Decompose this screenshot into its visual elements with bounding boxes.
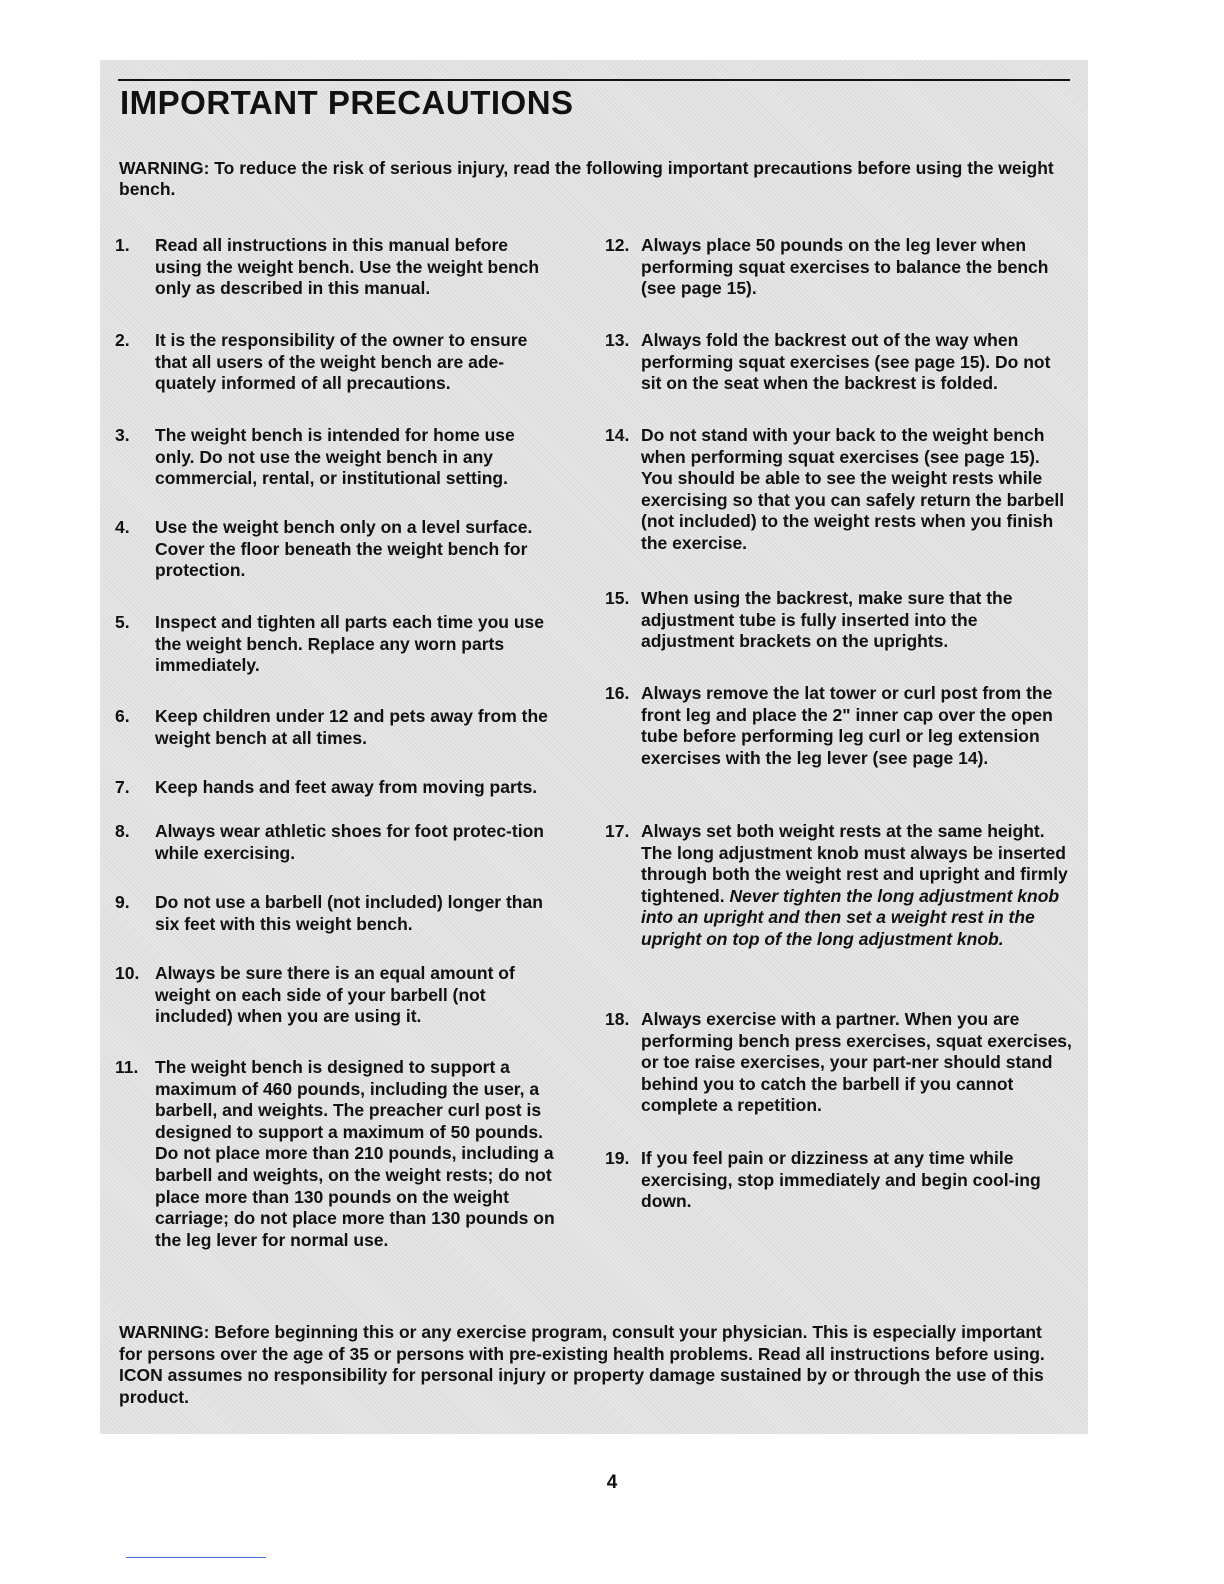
item-text: The weight bench is intended for home use only. Do not use the weight bench in any commercial, rental, or institutional setting. xyxy=(155,425,515,489)
item-text: Always be sure there is an equal amount of weight on each side of your barbell (not included) when you are using it. xyxy=(155,963,515,1027)
precaution-item xyxy=(115,235,555,300)
item-number: 7. xyxy=(115,777,130,797)
precaution-item xyxy=(115,706,555,749)
item-text: Always exercise with a partner. When you are performing bench press exercises, squat exercises, or toe raise exercises, your part-ner should stand behind you to catch the barbell if you cannot complete a repetition. xyxy=(641,1009,1072,1116)
item-text: Do not stand with your back to the weight bench when performing squat exercises (see page 15). You should be able to see the weight rests while exercising so that you can safely return the barbell (not included) to the weight rests when you finish the exercise. xyxy=(641,425,1065,553)
item-number: 8. xyxy=(115,821,130,841)
item-text: Always wear athletic shoes for foot protec-tion while exercising. xyxy=(155,821,544,863)
item-number: 10. xyxy=(115,963,140,983)
precaution-item xyxy=(115,517,555,582)
item-text: Use the weight bench only on a level surface. Cover the floor beneath the weight bench for protection. xyxy=(155,517,533,581)
precaution-item xyxy=(115,1057,555,1251)
precaution-item xyxy=(605,683,1075,769)
item-number: 1. xyxy=(115,235,130,255)
item-number: 3. xyxy=(115,425,130,445)
warning-physician: WARNING: Before beginning this or any exercise program, consult your physician. This is especially important for persons over the age of 35 or persons with pre-existing health problems. Read all instructions before using. ICON assumes no responsibility for personal injury or property damage sustained by or through the use of this product. xyxy=(119,1322,1045,1407)
item-number: 18. xyxy=(605,1009,630,1029)
item-number: 16. xyxy=(605,683,630,703)
item-text-italic: Never tighten the long adjustment knob into an upright and then set a weight rest in the upright on top of the long adjustment knob. xyxy=(641,885,1060,949)
precaution-item xyxy=(115,425,555,490)
item-number: 14. xyxy=(605,425,630,445)
precaution-item xyxy=(115,330,555,395)
precaution-item xyxy=(605,425,1075,555)
item-number: 6. xyxy=(115,706,130,726)
item-text: It is the responsibility of the owner to ensure that all users of the weight bench are ade-quately informed of all precautions. xyxy=(155,330,528,394)
precaution-item xyxy=(115,777,555,799)
item-text: Always remove the lat tower or curl post from the front leg and place the 2" inner cap over the open tube before performing leg curl or leg extension exercises with the leg lever (see page 14). xyxy=(641,683,1053,768)
precaution-item xyxy=(115,892,555,935)
item-number: 12. xyxy=(605,235,630,255)
page-number: 4 xyxy=(606,1472,618,1493)
item-number: 19. xyxy=(605,1148,630,1168)
precaution-item xyxy=(605,330,1075,395)
precaution-item xyxy=(115,821,555,864)
precaution-item xyxy=(605,821,1075,951)
item-text: Keep children under 12 and pets away from the weight bench at all times. xyxy=(155,706,548,748)
item-text: Inspect and tighten all parts each time you use the weight bench. Replace any worn parts immediately. xyxy=(155,612,544,676)
item-text: If you feel pain or dizziness at any time while exercising, stop immediately and begin cool-ing down. xyxy=(641,1148,1041,1212)
item-text: Do not use a barbell (not included) longer than six feet with this weight bench. xyxy=(155,892,543,934)
precaution-item xyxy=(605,588,1075,653)
precaution-item xyxy=(115,963,555,1028)
page-title: IMPORTANT PRECAUTIONS xyxy=(120,84,574,121)
item-text: Keep hands and feet away from moving parts. xyxy=(155,777,538,797)
item-number: 4. xyxy=(115,517,130,537)
item-text xyxy=(641,821,1075,951)
precaution-item xyxy=(605,1148,1075,1213)
precaution-item xyxy=(605,1009,1075,1117)
item-text: Read all instructions in this manual before using the weight bench. Use the weight bench only as described in this manual. xyxy=(155,235,540,299)
title-rule xyxy=(118,79,1070,81)
item-text: The weight bench is designed to support a maximum of 460 pounds, including the user, a barbell, and weights. The preacher curl post is designed to support a maximum of 50 pounds. Do not place more than 210 pounds, including a barbell and weights, on the weight rests; do not place more than 130 pounds on the weight carriage; do not place more than 130 pounds on the leg lever for normal use. xyxy=(155,1057,555,1250)
item-number: 9. xyxy=(115,892,130,912)
item-number: 5. xyxy=(115,612,130,632)
item-number: 17. xyxy=(605,821,630,841)
footer-line xyxy=(126,1557,266,1558)
item-text: Always fold the backrest out of the way when performing squat exercises (see page 15). Do not sit on the seat when the backrest is folded. xyxy=(641,330,1051,394)
item-text-regular: Always set both weight rests at the same height. The long adjustment knob must always be inserted through both the weight rest and upright and firmly tightened. xyxy=(641,821,1068,906)
item-number: 11. xyxy=(115,1057,139,1077)
item-text: When using the backrest, make sure that the adjustment tube is fully inserted into the adjustment brackets on the uprights. xyxy=(641,588,1013,652)
item-number: 15. xyxy=(605,588,630,608)
precaution-item xyxy=(605,235,1075,300)
item-text: Always place 50 pounds on the leg lever when performing squat exercises to balance the bench (see page 15). xyxy=(641,235,1049,299)
warning-intro: WARNING: To reduce the risk of serious injury, read the following important precautions before using the weight bench. xyxy=(119,158,1054,199)
item-number: 2. xyxy=(115,330,130,350)
precaution-item xyxy=(115,612,555,677)
item-number: 13. xyxy=(605,330,630,350)
